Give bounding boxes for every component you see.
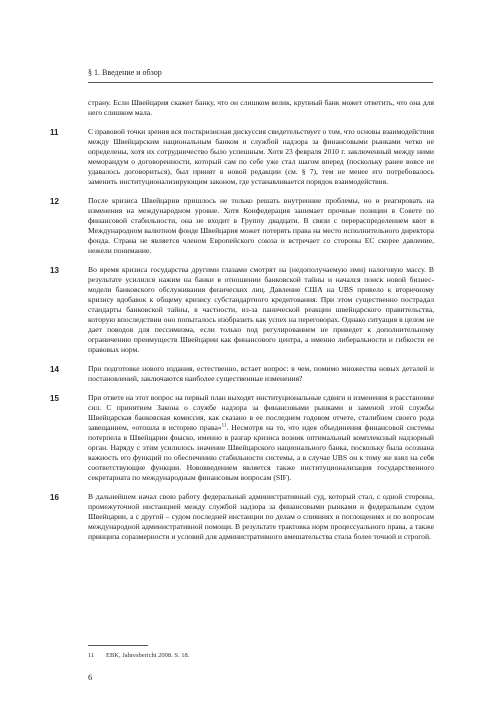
header-rule bbox=[88, 82, 433, 83]
paragraph-text: В дальнейшем начал свою работу федеральный административный суд, который стал, с одной стороны, промежуточной инстанцией между службой надзора за финансовыми рынками и федеральным судом Швейцарии, а с другой – судом последней инстанции по делам о слияниях и поглощениях и по вопросам международной административной помощи. В результате трактовка норм процессуального права, а также принципа соразмерности и условий для административного вмешательства стала более точной и строгой. bbox=[88, 492, 434, 541]
paragraph-text: При подготовке нового издания, естественно, встает вопрос: в чем, помимо множества новых деталей и постановлений, заключаются наиболее существенные изменения? bbox=[88, 364, 434, 383]
footnote bbox=[88, 652, 189, 659]
paragraph-text: После кризиса Швейцарии пришлось не только решать внутренние проблемы, но и реагировать на изменения на международном уровне. Хотя Конфедерация занимает прочные позиции в Совете по финансовой стабильности, она не входит в Группу двадцати. В связи с перераспределением квот в Международном валютном фонде Швейцария может потерять права на место исполнительного директора фонда. Страна не является членом Европейского союза и встречает со стороны ЕС скорее давление, нежели понимание. bbox=[88, 196, 434, 255]
paragraph-text: Во время кризиса государства другими глазами смотрят на (недополучаемую ими) налоговую массу. В результате усилился нажим на банки в отношении банковской тайны и начался поиск новой бизнес-модели банковского обслуживания физических лиц. Давление США на UBS привело к вторичному кризису вдобавок к общему кризису субстандартного кредитования. При этом существенно пострадал стандарты банковской тайны, в частности, из-за панической реакции швейцарского правительства, которую впоследствии оно попыталось изобразить как успех на переговорах. Однако ситуация в целом не дает поводов для пессимизма, если только под регулированием не приведет к дополнительному ограничению преимуществ Швейцарии как финансового центра, а именно либеральности и гибкости ее правовых норм. bbox=[88, 265, 434, 354]
paragraph-text-part: . Несмотря на то, что идея объединения финансовой системы потерпела в Швейцарии фиаско, именно в разгар кризиса возник оптимальный комплексный надзорный орган. Наряду с этим усилилось значение Швейцарского национального банка, поскольку была осознана важность его функций по обеспечению стабильности системы, а в случае UBS он к тому же взял на себя соответствующие функции. Нововведением является также институционализация государственного секретариата по международным финансовым вопросам (SIF). bbox=[88, 423, 434, 482]
paragraph-number: 15 bbox=[50, 394, 59, 403]
paragraph-12 bbox=[50, 196, 434, 256]
paragraph-text bbox=[88, 393, 434, 483]
paragraph-15 bbox=[50, 393, 434, 483]
footnote-text: EBK, Jahresbericht 2008. S. 18. bbox=[106, 652, 190, 659]
paragraph-16 bbox=[50, 492, 434, 542]
paragraph-11 bbox=[50, 127, 434, 187]
paragraph-text-part: При ответе на этот вопрос на первый план выходят институциональные сдвиги и изменения в расстановке сил. С принятием Закона о службе надзора за финансовыми рынками и заменой этой службы Швейцарская банковская комиссия, как сказано в ее последнем годовом отчете, сталибнем своего рода завещанием, «отошла в историю права» bbox=[88, 393, 434, 432]
footnote-number: 11 bbox=[88, 652, 95, 659]
paragraph-13 bbox=[50, 265, 434, 355]
paragraph-number: 11 bbox=[50, 128, 59, 137]
paragraph-14 bbox=[50, 364, 434, 384]
paragraph-text: С правовой точки зрения вся посткризисная дискуссия свидетельствует о том, что основы взаимодействия между Швейцарским национальным банком и службой надзора за финансовыми рынками четко не определены, хотя их сотрудничество было успешным. Хотя 23 февраля 2010 г. заключенный между ними меморандум о договоренности, который сам по себе уже стал шагом вперед (поскольку ранее вовсе не удавалось договориться), был принят в новой редакции (см. § 7), тем не менее его потребовалось заменить институционализирующим законом, где устанавливается порядок взаимодействия. bbox=[88, 127, 434, 186]
running-header: § 1. Введение и обзор bbox=[88, 68, 162, 77]
paragraph-number: 12 bbox=[50, 197, 59, 206]
paragraph-number: 13 bbox=[50, 266, 59, 275]
intro-paragraph bbox=[50, 98, 434, 118]
page-body bbox=[50, 98, 434, 551]
footnote-rule bbox=[88, 645, 148, 646]
paragraph-number: 14 bbox=[50, 365, 59, 374]
intro-text: страну. Если Швейцария скажет банку, что он слишком велик, крупный банк может ответить, что она для него слишком мала. bbox=[88, 98, 434, 117]
paragraph-number: 16 bbox=[50, 493, 59, 502]
page-number: 6 bbox=[88, 672, 93, 682]
footnote-reference[interactable]: 11 bbox=[221, 423, 227, 429]
